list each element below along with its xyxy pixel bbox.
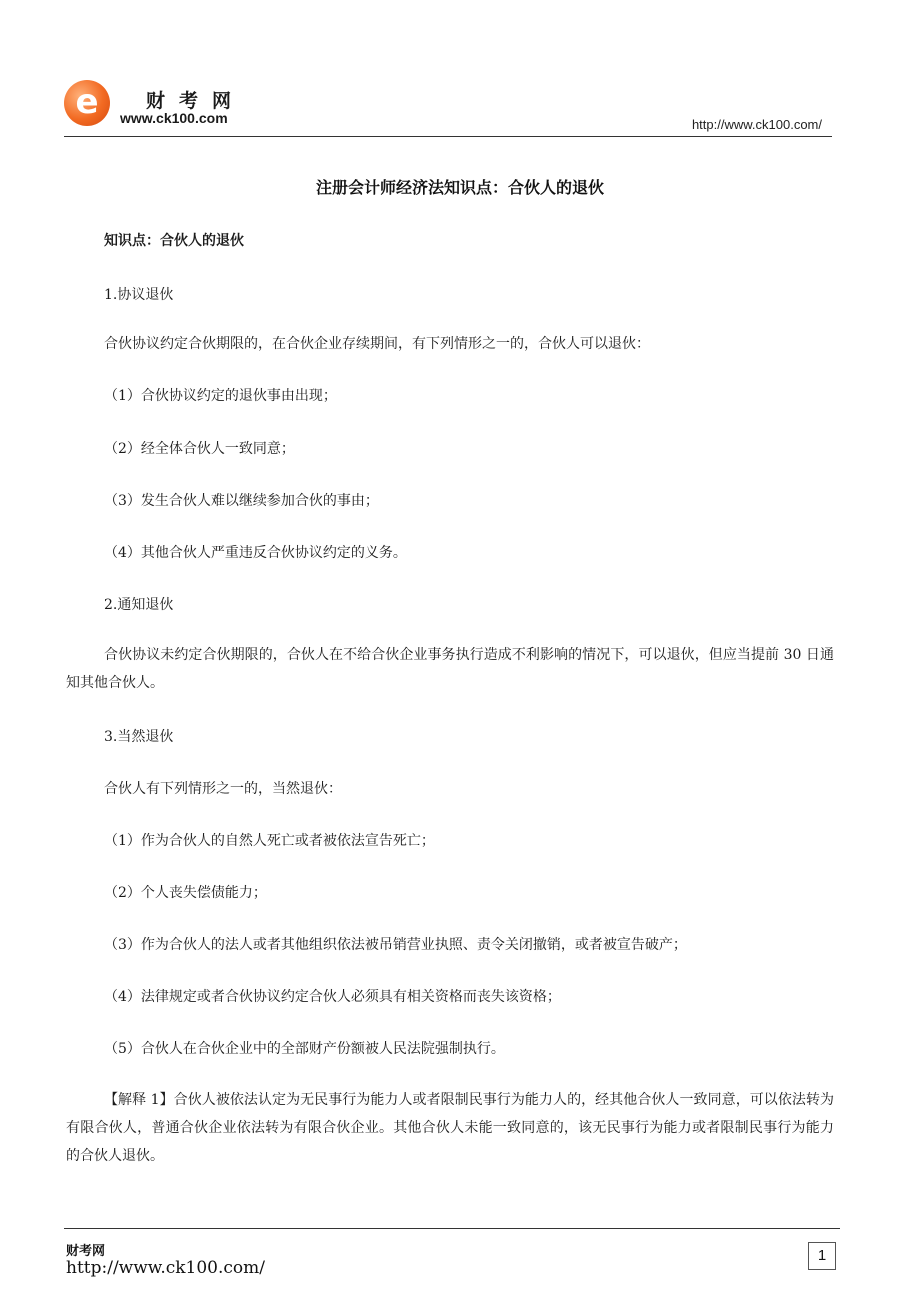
paragraph: 合伙协议约定合伙期限的，在合伙企业存续期间，有下列情形之一的，合伙人可以退伙： bbox=[104, 336, 650, 352]
page-number: 1 bbox=[808, 1242, 836, 1270]
list-item: （4）其他合伙人严重违反合伙协议约定的义务。 bbox=[104, 545, 407, 561]
subheading-automatic-withdrawal: 3.当然退伙 bbox=[104, 729, 174, 745]
section-heading: 知识点：合伙人的退伙 bbox=[104, 233, 244, 249]
explanation-paragraph: 【解释 1】合伙人被依法认定为无民事行为能力人或者限制民事行为能力人的，经其他合伙人一致同意，可以依法转为有限合伙人，普通合伙企业依法转为有限合伙企业。其他合伙人未能一致同意的，该无民事行为能力或者限制民事行为能力的合伙人退伙。 bbox=[66, 1092, 834, 1164]
header-divider bbox=[64, 136, 832, 137]
paragraph: 合伙协议未约定合伙期限的，合伙人在不给合伙企业事务执行造成不利影响的情况下，可以退伙，但应当提前 30 日通知其他合伙人。 bbox=[66, 647, 834, 691]
logo-name: 财考网 bbox=[146, 90, 246, 112]
logo-e-icon: e bbox=[64, 80, 110, 126]
list-item: （4）法律规定或者合伙协议约定合伙人必须具有相关资格而丧失该资格； bbox=[104, 989, 561, 1005]
logo-url: www.ck100.com bbox=[120, 110, 228, 126]
list-item: （1）作为合伙人的自然人死亡或者被依法宣告死亡； bbox=[104, 833, 435, 849]
subheading-notice-withdrawal: 2.通知退伙 bbox=[104, 597, 174, 613]
document-title: 注册会计师经济法知识点：合伙人的退伙 bbox=[315, 178, 604, 197]
page-header bbox=[0, 0, 920, 140]
list-item: （2）经全体合伙人一致同意； bbox=[104, 441, 295, 457]
paragraph: 合伙人有下列情形之一的，当然退伙： bbox=[104, 781, 342, 797]
list-item: （3）作为合伙人的法人或者其他组织依法被吊销营业执照、责令关闭撤销，或者被宣告破产； bbox=[104, 937, 687, 953]
list-item: （2）个人丧失偿债能力； bbox=[104, 885, 267, 901]
site-logo[interactable] bbox=[64, 80, 264, 132]
list-item: （3）发生合伙人难以继续参加合伙的事由； bbox=[104, 493, 379, 509]
list-item: （5）合伙人在合伙企业中的全部财产份额被人民法院强制执行。 bbox=[104, 1041, 505, 1057]
subheading-agreement-withdrawal: 1.协议退伙 bbox=[104, 287, 174, 303]
footer-site-name: 财考网 bbox=[66, 1244, 106, 1259]
list-item: （1）合伙协议约定的退伙事由出现； bbox=[104, 388, 337, 404]
footer-url-link[interactable]: http://www.ck100.com/ bbox=[66, 1258, 265, 1278]
footer-divider bbox=[64, 1228, 840, 1229]
header-url-link[interactable]: http://www.ck100.com/ bbox=[691, 117, 822, 132]
